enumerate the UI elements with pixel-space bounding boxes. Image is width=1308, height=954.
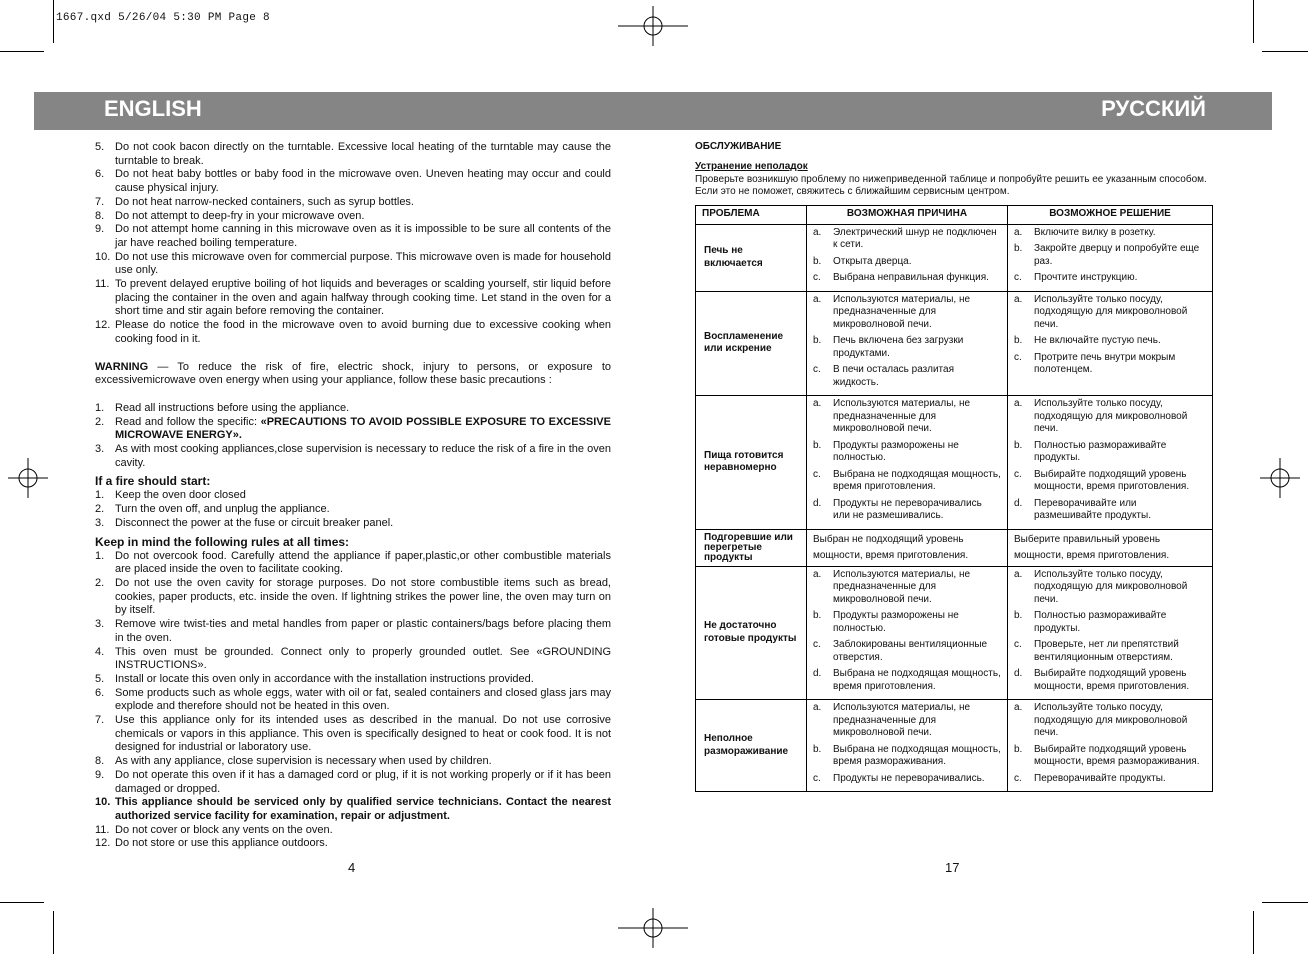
list-item: b. Открыта дверца.: [813, 255, 912, 267]
list-text: Do not cover or block any vents on the oven.: [115, 823, 333, 836]
list-text: Do not use the oven cavity for storage purposes. Do not store combustible items such as bread, cookies, paper products, etc. inside the oven. If lightning strikes the power line, the oven may turn on by itself.: [115, 576, 611, 617]
list-item: a. Используйте только посуду, подходящую для микроволновой печи.: [1014, 702, 1188, 739]
solution-cell: [1008, 396, 1213, 530]
english-column: [95, 141, 611, 851]
list-item: [95, 278, 611, 319]
warning-paragraph: [95, 361, 611, 388]
list-item: a. Используйте только посуду, подходящую для микроволновой печи.: [1014, 568, 1188, 605]
list-text: Do not cook bacon directly on the turntable. Excessive local heating of the turntable may cause the turntable to break.: [115, 141, 611, 167]
list-number: 7.: [95, 714, 105, 727]
list-number: 1.: [95, 489, 105, 502]
list-item: c. Заблокированы вентиляционные отверстия.: [813, 639, 988, 663]
list-text: Do not operate this oven if it has a damaged cord or plug, if it is not working properly or if it has been damaged or dropped.: [115, 768, 611, 795]
english-header: ENGLISH: [104, 96, 202, 121]
list-number: 1.: [95, 549, 105, 562]
solution-cell: [1008, 700, 1213, 792]
list-item: 1. Read all instructions before using the appliance.: [95, 401, 350, 414]
cause-cell: [807, 566, 1008, 700]
list-text: Do not store or use this appliance outdoors.: [115, 837, 328, 850]
registration-mark-bottom: [618, 908, 688, 948]
list-number: 2.: [95, 576, 105, 589]
problem-cell: Печь не включается: [696, 224, 807, 291]
list-number: 7.: [95, 195, 105, 208]
list-item: [95, 618, 611, 645]
rules-list: [95, 550, 611, 851]
list-item: [95, 517, 611, 531]
list-item: [95, 673, 611, 687]
list-item: [95, 210, 611, 224]
print-slug: 1667.qxd 5/26/04 5:30 PM Page 8: [56, 12, 270, 24]
rules-heading: Keep in mind the following rules at all times:: [95, 534, 350, 549]
list-number: 3.: [95, 516, 105, 529]
solution-cell: [1008, 566, 1213, 700]
russian-header: РУССКИЙ: [1101, 96, 1206, 121]
table-row: [696, 396, 1213, 530]
cause-cell: Выбран не подходящий уровень мощности, время приготовления.: [807, 529, 1008, 566]
table-row: [696, 566, 1213, 700]
cause-cell: [807, 291, 1008, 396]
list-item: c. Выбрана не подходящая мощность, время приготовления.: [813, 468, 1001, 493]
list-item: c. Прочтите инструкцию.: [1014, 272, 1138, 284]
list-item: a. Используются материалы, не предназначенные для микроволновой печи.: [813, 293, 971, 330]
list-item: c. Продукты не переворачивались.: [813, 772, 985, 784]
precautions-list-continued: [95, 141, 611, 347]
list-text: Do not attempt to deep-fry in your microwave oven.: [115, 209, 365, 222]
column-header-cause: ВОЗМОЖНАЯ ПРИЧИНА: [807, 205, 1008, 224]
list-number: 8.: [95, 755, 105, 768]
list-text: Do not attempt home canning in this microwave oven as it is impossible to be sure all contents of the jar have reached boiling temperature.: [115, 223, 611, 249]
list-item: a. Используются материалы, не предназначенные для микроволновой печи.: [813, 398, 971, 435]
table-row: [696, 291, 1213, 396]
list-item: [95, 550, 611, 577]
problem-cell: Подгоревшие или перегретые продукты: [696, 529, 807, 566]
list-text: This oven must be grounded. Connect only to properly grounded outlet. See «GROUNDING INSTRUCTIONS».: [115, 645, 611, 672]
list-item: [95, 769, 611, 796]
list-number: 10.: [95, 250, 111, 263]
list-item: d. Выбрана не подходящая мощность, время приготовления.: [813, 668, 1001, 692]
list-item: a. Используются материалы, не предназначенные для микроволновой печи.: [813, 702, 971, 739]
registration-mark-left: [8, 458, 48, 498]
list-item: [95, 319, 611, 346]
list-item: [95, 168, 611, 195]
list-item: [95, 251, 611, 278]
list-item: b. Печь включена без загрузки продуктами.: [813, 335, 964, 359]
list-item: b. Полностью размораживайте продукты.: [1014, 439, 1167, 464]
column-header-problem: ПРОБЛЕМА: [696, 205, 807, 224]
list-item: [95, 824, 611, 838]
troubleshooting-heading: Устранение неполадок: [695, 161, 808, 173]
list-text: Turn the oven off, and unplug the appliance.: [115, 503, 330, 516]
list-item: [95, 714, 611, 755]
list-item: [95, 196, 611, 210]
warning-label: WARNING: [95, 360, 149, 373]
page-number-right: 17: [945, 860, 960, 875]
list-item: 2. Read and follow the specific: «PRECAUTIONS TO AVOID POSSIBLE EXPOSURE TO EXCESSIVE MICROWAVE ENERGY».: [95, 415, 611, 442]
list-item: b. Выбирайте подходящий уровень мощности, время размораживания.: [1014, 743, 1200, 768]
list-item: d. Выбирайте подходящий уровень мощности, время приготовления.: [1014, 668, 1190, 692]
troubleshooting-table: [695, 205, 1213, 793]
list-item: 3. As with most cooking appliances,close supervision is necessary to reduce the risk of a fire in the oven cavity.: [95, 443, 611, 469]
problem-cell: Неполное размораживание: [696, 700, 807, 792]
list-item: [95, 503, 611, 517]
list-item: [95, 223, 611, 250]
cause-cell: [807, 396, 1008, 530]
table-row: [696, 224, 1213, 291]
list-text: As with any appliance, close supervision is necessary when used by children.: [115, 755, 492, 768]
list-item: d. Продукты не переворачивались или не размешивались.: [813, 497, 982, 522]
list-item: [95, 837, 611, 851]
list-number: 10.: [95, 796, 111, 809]
warning-text: — To reduce the risk of fire, electric shock, injury to persons, or exposure to excessivemicrowave oven energy when using your appliance, follow these basic precautions :: [95, 360, 611, 387]
list-item: a. Включите вилку в розетку.: [1014, 226, 1156, 238]
list-number: 11.: [95, 278, 110, 291]
list-item: a. Используйте только посуду, подходящую для микроволновой печи.: [1014, 293, 1188, 330]
fire-heading: If a fire should start:: [95, 474, 211, 489]
list-item: [95, 687, 611, 714]
russian-column: [695, 141, 1213, 792]
list-number: 4.: [95, 645, 105, 658]
list-item: [95, 796, 611, 823]
list-item: [95, 577, 611, 618]
list-item: c. Выбрана неправильная функция.: [813, 272, 989, 284]
list-number: 9.: [95, 223, 105, 236]
list-item: c. Переворачивайте продукты.: [1014, 772, 1166, 784]
list-item: b. Продукты разморожены не полностью.: [813, 610, 959, 634]
column-header-solution: ВОЗМОЖНОЕ РЕШЕНИЕ: [1008, 205, 1213, 224]
list-item: d. Переворачивайте или размешивайте продукты.: [1014, 497, 1151, 522]
list-number: 12.: [95, 319, 111, 332]
list-number: 8.: [95, 209, 105, 222]
language-header-band: [34, 92, 1272, 130]
list-item: b. Продукты разморожены не полностью.: [813, 439, 959, 464]
list-text: Disconnect the power at the fuse or circuit breaker panel.: [115, 516, 394, 529]
table-row: [696, 700, 1213, 792]
solution-cell: Выберите правильный уровень мощности, время приготовления.: [1008, 529, 1213, 566]
list-text: This appliance should be serviced only by qualified service technicians. Contact the nearest authorized service facility for examination, repair or adjustment.: [115, 796, 611, 822]
list-item: [95, 141, 611, 168]
table-row: [696, 529, 1213, 566]
list-text: Do not overcook food. Carefully attend the appliance if paper,plastic,or other combustible materials are placed inside the oven to facilitate cooking.: [115, 549, 611, 576]
list-item: a. Используются материалы, не предназначенные для микроволновой печи.: [813, 568, 971, 605]
problem-cell: Не достаточно готовые продукты: [696, 566, 807, 700]
list-text: Install or locate this oven only in accordance with the installation instructions provided.: [115, 672, 534, 685]
list-item: c. Проверьте, нет ли препятствий вентиляционным отверстиям.: [1014, 639, 1179, 663]
list-number: 2.: [95, 503, 105, 516]
list-item: [95, 646, 611, 673]
list-item: c. Выбирайте подходящий уровень мощности, время приготовления.: [1014, 468, 1190, 493]
problem-cell: Воспламенение или искрение: [696, 291, 807, 396]
list-number: 5.: [95, 672, 105, 685]
list-text: Do not use this microwave oven for commercial purpose. This microwave oven is made for household use only.: [115, 250, 611, 277]
list-text: Some products such as whole eggs, water with oil or fat, sealed containers and closed glass jars may explode and therefore should not be heated in this oven.: [115, 686, 611, 713]
solution-cell: [1008, 291, 1213, 396]
registration-mark-top: [618, 6, 688, 46]
list-item: b. Не включайте пустую печь.: [1014, 335, 1161, 347]
cause-cell: [807, 224, 1008, 291]
list-item: b. Закройте дверцу и попробуйте еще раз.: [1014, 243, 1200, 267]
list-text: Keep the oven door closed: [115, 489, 246, 502]
list-item: b. Полностью размораживайте продукты.: [1014, 610, 1167, 634]
list-item: a. Используйте только посуду, подходящую для микроволновой печи.: [1014, 398, 1188, 435]
page-number-left: 4: [348, 860, 356, 875]
list-text: Use this appliance only for its intended uses as described in the manual. Do not use corrosive chemicals or vapors in this appliance. This oven is specifically designed to heat or cook food. It is not designed for industrial or laboratory use.: [115, 714, 611, 754]
solution-cell: [1008, 224, 1213, 291]
list-item: b. Выбрана не подходящая мощность, время размораживания.: [813, 743, 1001, 768]
list-item: [95, 755, 611, 769]
problem-cell: Пища готовится неравномерно: [696, 396, 807, 530]
list-text: Do not heat narrow-necked containers, such as syrup bottles.: [115, 195, 414, 208]
list-text: Please do notice the food in the microwave oven to avoid burning due to excessive cooking when cooking food in it.: [115, 319, 611, 345]
list-text: To prevent delayed eruptive boiling of hot liquids and beverages or scalding yourself, stir liquid before placing the container in the oven and again halfway through cooking time. Let stand in the oven for a short time and stir again before removing the container.: [115, 278, 611, 318]
list-item: a. Электрический шнур не подключен к сети.: [813, 226, 997, 251]
basic-precautions-list: [95, 402, 611, 471]
troubleshooting-intro: Проверьте возникшую проблему по нижеприведенной таблице и попробуйте решить ее указанным способом. Если это не поможет, свяжитесь с ближайшим сервисным центром.: [695, 173, 1207, 198]
list-item: c. В печи осталась разлитая жидкость.: [813, 364, 954, 388]
list-number: 11.: [95, 823, 110, 836]
list-item: [95, 489, 611, 503]
maintenance-heading: ОБСЛУЖИВАНИЕ: [695, 141, 782, 152]
list-text: Remove wire twist-ties and metal handles from paper or plastic containers/bags before placing them in the oven.: [115, 618, 611, 644]
list-number: 5.: [95, 141, 105, 153]
list-number: 9.: [95, 768, 105, 781]
list-text: Do not heat baby bottles or baby food in the microwave oven. Uneven heating may occur and could cause physical injury.: [115, 168, 611, 195]
list-number: 6.: [95, 168, 105, 181]
list-item: c. Протрите печь внутри мокрым полотенцем.: [1014, 351, 1176, 376]
list-number: 3.: [95, 618, 105, 631]
list-number: 6.: [95, 686, 105, 699]
cause-cell: [807, 700, 1008, 792]
registration-mark-right: [1260, 458, 1300, 498]
fire-steps-list: [95, 489, 611, 530]
list-number: 12.: [95, 837, 111, 850]
table-header-row: [696, 205, 1213, 224]
